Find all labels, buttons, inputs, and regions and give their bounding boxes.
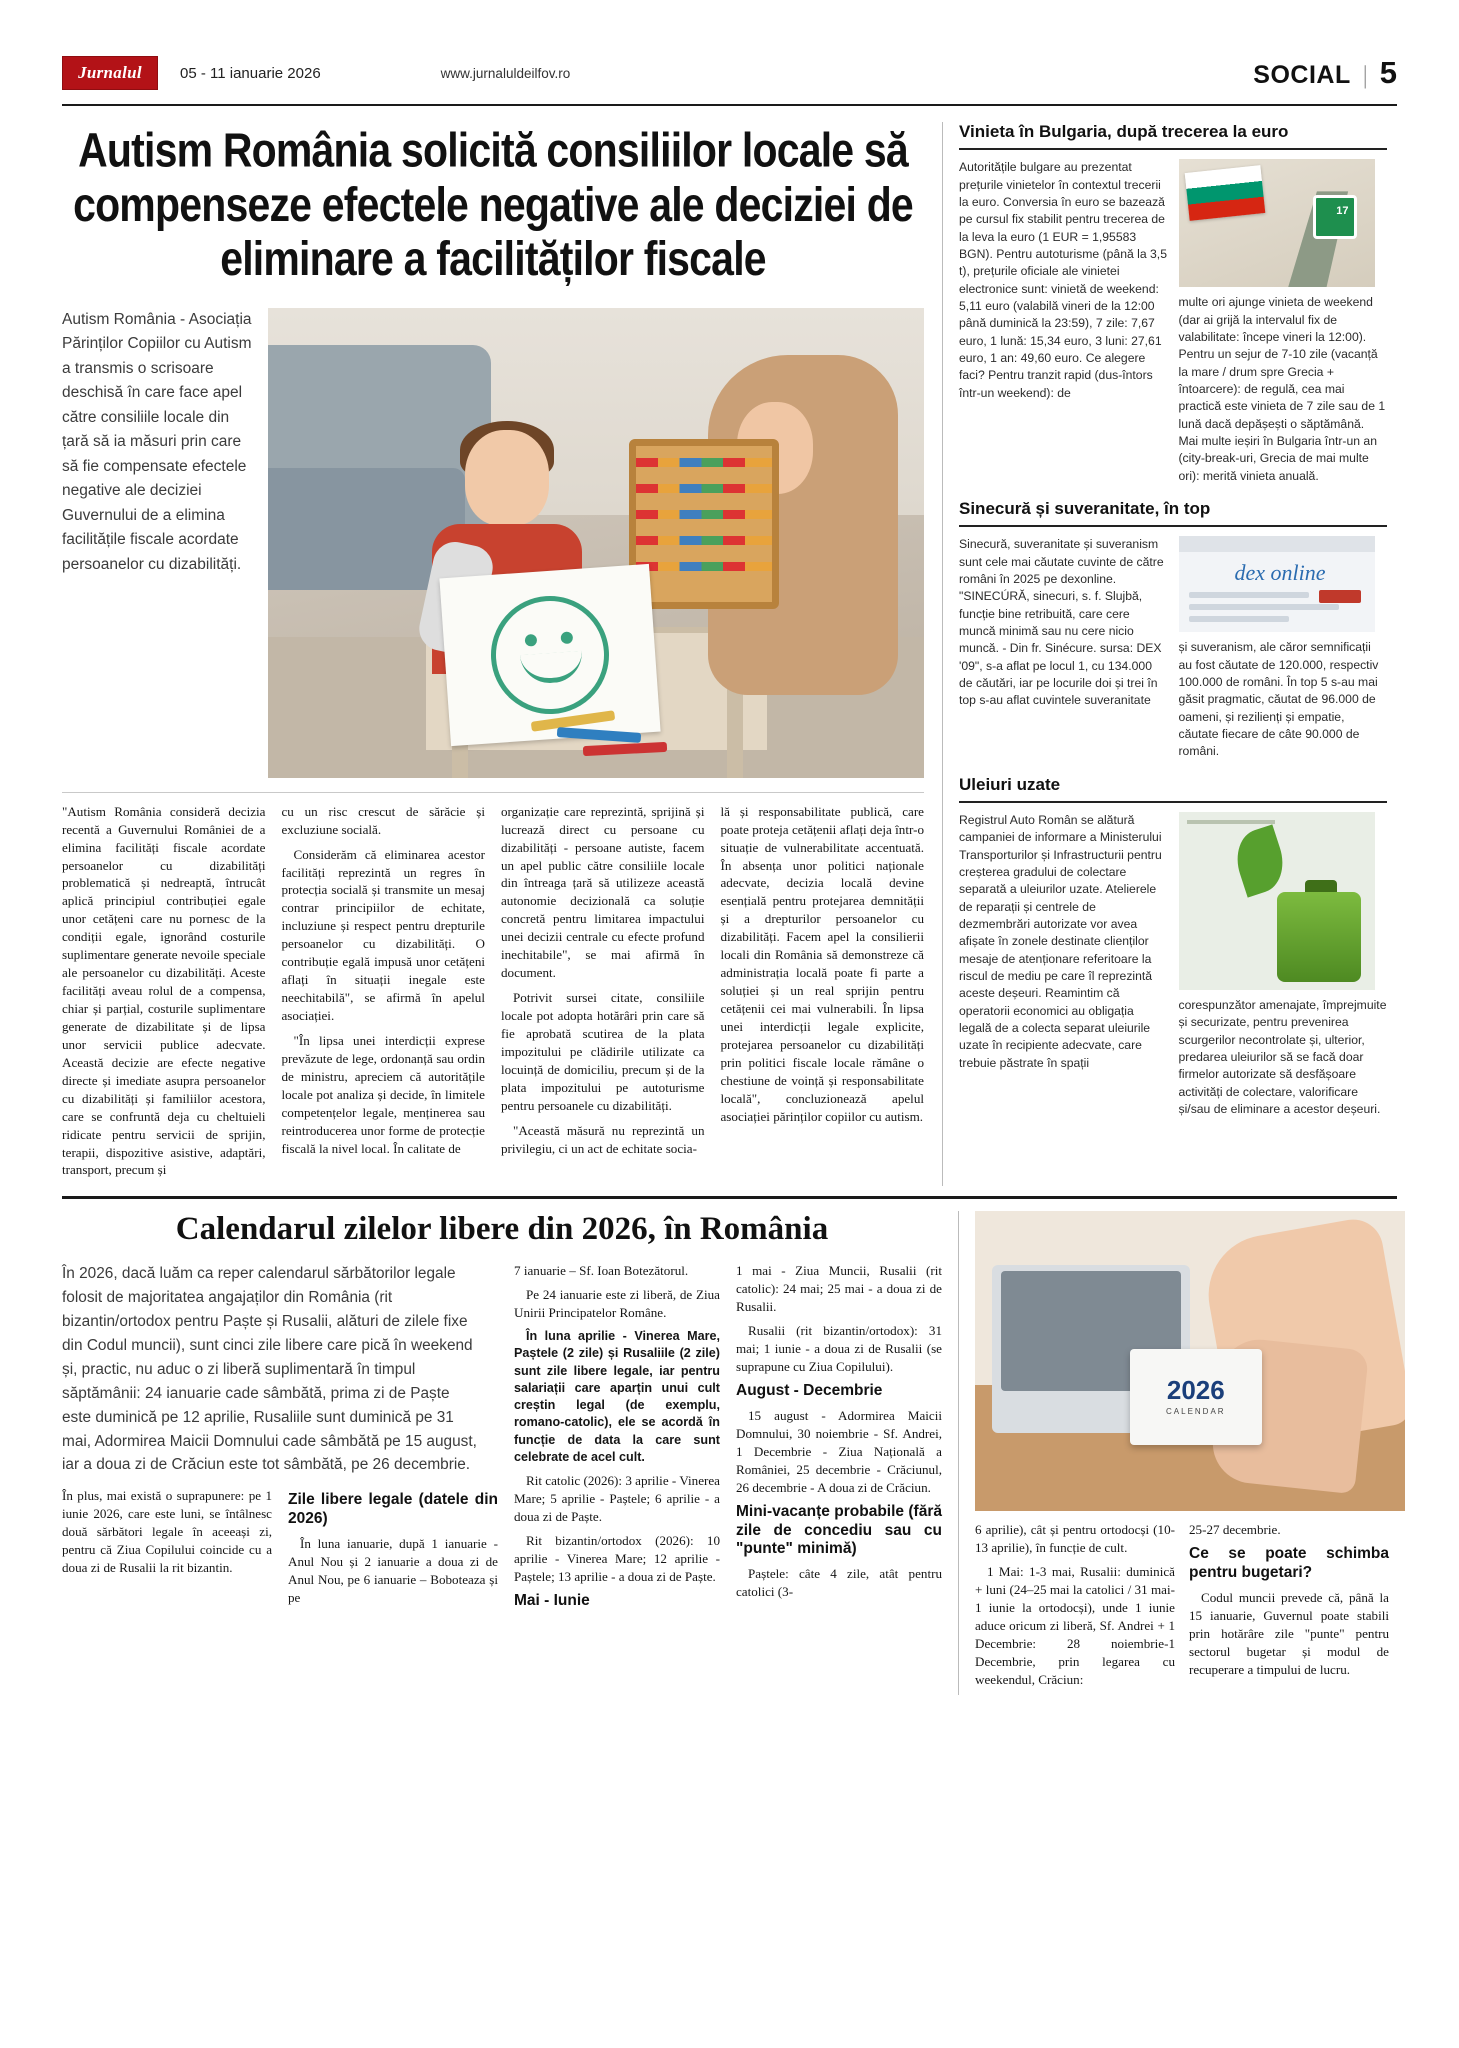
separator: |: [1362, 62, 1368, 89]
abacus-row: [636, 458, 772, 467]
bottom-subheading: Ce se poate schimba pentru bugetari?: [1189, 1545, 1389, 1582]
paragraph: Rit bizantin/ortodox (2026): 10 aprilie - Vinerea Mare; 12 aprilie - Paștele; 13 aprilie - a doua zi de Paște.: [514, 1533, 720, 1584]
abacus-row: [636, 562, 772, 571]
bulgaria-flag-icon: [1184, 166, 1265, 222]
article-body: [62, 792, 924, 1187]
calendar-spiral: [1130, 1343, 1262, 1353]
rail-text-col-2: și suveranism, ale căror semnificații au fost căutate de 120.000, respectiv 100.000 de români. În top 5 s-au mai găsit pragmatic, căutat de 96.000 de oameni, și rezilienți și empatie, căutate fiecare de câte 90.000 de români.: [1178, 640, 1379, 759]
paragraph: În plus, mai există o suprapunere: pe 1 iunie 2026, care este luni, se întâlnesc două sărbători legale în aceeași zi, pentru că Ziua Copilului coincide cu a doua zi de Rusalii la rit bizantin.: [62, 1488, 272, 1576]
masthead-right: [1253, 55, 1397, 91]
image-text-line: [1187, 820, 1275, 824]
calendar-photo: [975, 1211, 1405, 1511]
paragraph: 6 aprilie), cât și pentru ortodocși (10-13 aprilie), în funcție de cult.: [975, 1522, 1175, 1556]
paragraph: 15 august - Adormirea Maicii Domnului, 30 noiembrie - Sf. Andrei, 1 Decembrie - Ziua Națională a României, 25 decembrie - Crăciunul, 26 decembrie - A doua zi de Crăciun.: [736, 1407, 942, 1495]
paragraph: "Autism România consideră decizia recentă a Guvernului României de a elimina facilități fiscale acordate persoanelor cu dizabilități problematică și nedreaptă, întrucât aplică principiul contribuției egale unor cetățeni care nu pornesc de la condiții egale, ignorând costurile suplimentare generate nevoile speciale ale persoanelor cu dizabilități. Aceste facilități aveau rolul de a compensa, chiar și parțial, costurile suplimentare generate de dizabilitate și de lipsa unor servicii publice adecvate. Această decizie are efecte negative directe și imediate asupra persoanelor cu dizabilități și familiilor acestora, care se confruntă deja cu cheltuieli ridicate pentru servicii de sprijin, terapii, dispozitive asistive, adaptări, transport, precum și: [62, 803, 266, 1178]
page-number: 5: [1379, 55, 1397, 90]
paragraph: În luna ianuarie, după 1 ianuarie - Anul Nou și 2 ianuarie a doua zi de Anul Nou, pe 6 ianuarie – Boboteaza și pe: [288, 1536, 498, 1605]
leaf-icon: [1228, 824, 1291, 897]
dexonline-screenshot: [1179, 536, 1375, 632]
bottom-headline: Calendarul zilelor libere din 2026, în România: [175, 1211, 829, 1248]
rail-item-uleiuri: [959, 775, 1387, 1119]
paragraph: Rusalii (rit bizantin/ortodox): 31 mai; 1 iunie - a doua zi de Rusalii (se suprapune cu Ziua Copilului).: [736, 1323, 942, 1375]
paragraph: Paștele: câte 4 zile, atât pentru catolici (3-: [736, 1566, 942, 1600]
rail-title: Vinieta în Bulgaria, după trecerea la euro: [959, 122, 1387, 150]
paragraph: Potrivit sursei citate, consiliile locale pot adopta hotărâri prin care să fie aprobată scutirea de la plata impozitului pe clădirile utilizate ca locuință de domiciliu, precum și de la plata impozitului pe autoturisme pentru persoanele cu dizabilități.: [501, 990, 705, 1113]
bottom-col-6: [1189, 1521, 1389, 1694]
bottom-article: [62, 1196, 1397, 1694]
bottom-right-column: [958, 1211, 1403, 1694]
smiley-eye-left: [525, 634, 538, 647]
main-column: [62, 122, 942, 1186]
bottom-subheading: Zile libere legale (datele din 2026): [288, 1491, 498, 1528]
action-button: [1319, 590, 1361, 603]
paragraph: lă și responsabilitate publică, care poate proteja cetățenii aflați deja într-o situație de vulnerabilitate accentuată. În absența unor politici naționale adecvate, decizia locală devine esențială pentru protejarea demnității și a drepturilor persoanelor cu dizabilități. Facem apel la consilierii locali din România să demonstreze că administrația locală poate fi parte a soluției și un real sprijin pentru cetățenii cei mai vulnerabili. În lipsa unei interdicții legale explicite, protejarea persoanelor cu dizabilități prin politici fiscale locale rămâne o chestiune de voință și responsabilitate locală", concluzionează apelul asociației părinților copiilor cu autism.: [720, 803, 924, 1124]
rail-right-col: [1179, 159, 1388, 485]
article-photo: [268, 308, 924, 778]
abacus-row: [636, 510, 772, 519]
bottom-subheading: August - Decembrie: [736, 1382, 883, 1400]
paragraph: 1 mai - Ziua Muncii, Rusalii (rit catolic): 24 mai; 25 mai - a doua zi de Rusalii.: [736, 1263, 942, 1315]
section-name: SOCIAL: [1253, 61, 1351, 89]
article-headline: Autism România solicită consiliilor locale să compenseze efectele negative ale deciziei de eliminare a facilităților fiscale: [73, 122, 913, 286]
rail-text-col-1: Registrul Auto Român se alătură campaniei de informare a Ministerului Transporturilor și Infrastructurii pentru creșterea gradului de colectare separată a uleiurilor uzate. Atelierele de reparații și centrele de dezmembrări autorizate vor avea afișate în zonele destinate clienților mesaje de atenționare referitoare la riscul de mediu pe care îl reprezintă aceste deșeuri. Reamintim că operatorii economici au obligația legală de a colecta separat uleiurile uzate în recipiente adecvate, care trebuie păstrate în spații: [959, 813, 1162, 1070]
issue-date: 05 - 11 ianuarie 2026: [180, 64, 321, 82]
bottom-subheading: Mai - Iunie: [514, 1591, 590, 1609]
rail-title: Sinecură și suveranitate, în top: [959, 499, 1387, 527]
bottom-col-2: [288, 1487, 498, 1613]
bottom-subheading: Mini-vacanțe probabile (fără zile de concediu sau cu "punte" minimă): [736, 1502, 942, 1558]
rail-text-col-1: Sinecură, suveranitate și suveranism sunt cele mai căutate cuvinte de către români în 2025 pe dexonline. "SINECÚRĂ, sinecuri, s. f. Slujbă, funcție bine retribuită, care cere muncă minimă sau nu cere nicio muncă. - Din fr. Sinécure. sursa: DEX '09", s-a aflat pe locul 1, cu 134.000 de căutări, iar pe locurile doi și trei în top s-au aflat cuvintele suveranitate: [959, 537, 1164, 708]
bottom-col-1: [62, 1487, 272, 1613]
photo-boy-head: [465, 430, 549, 526]
sidebar-rail: [942, 122, 1387, 1186]
rail-item-sinecura: [959, 499, 1387, 761]
rail-body: [959, 536, 1387, 760]
rail-body: [959, 812, 1387, 1118]
bottom-col-4: [736, 1262, 942, 1616]
rail-text-col-2: corespunzător amenajate, împrejmuite și securizate, pentru prevenirea scurgerilor necontrolate și, ulterior, predarea uleiurilor să se facă doar firmelor autorizate să desfășoare activități de colectare, valorificare și/sau de eliminare a acestor deșeuri.: [1178, 998, 1387, 1117]
bottom-lead-wrap: [62, 1262, 498, 1616]
bottom-subcolumns: [62, 1487, 498, 1613]
bottom-col-5: [975, 1521, 1175, 1694]
paragraph: Considerăm că eliminarea acestor facilități reprezintă un regres în protecția socială și transmite un mesaj contrar principiilor de echitate, incluziune și respect pentru drepturile persoanelor cu dizabilități. O contribuție egală impusă unor cetățeni aflați în situații inegale este neechitabilă", se afirmă în apelul asociației.: [281, 846, 485, 1024]
paragraph: "Această măsură nu reprezintă un privilegiu, ci un act de echitate socia-: [501, 1122, 705, 1156]
paragraph: Codul muncii prevede că, până la 15 ianuarie, Guvernul poate stabili prin hotărâre zile "punte" pentru sectorul bugetar și modul de recuperare a timpului de lucru.: [1189, 1590, 1389, 1677]
used-oil-image: [1179, 812, 1375, 990]
rail-title: Uleiuri uzate: [959, 775, 1387, 803]
lead-row: [62, 308, 924, 778]
bottom-right-columns: [975, 1521, 1403, 1694]
body-column-4: [721, 803, 925, 1187]
paragraph-bold-lead: În luna aprilie - Vinerea Mare, Paștele (2 zile) și Rusaliile (2 zile) sunt zile libere legale, iar pentru salariații care aparțin unui cult creștin legal (de exemplu, romano-catolic), ele se acordă în funcție de data la care sunt celebrate de acel cult.: [514, 1329, 720, 1464]
publication-logo: Jurnalul: [62, 56, 158, 90]
dex-online-logo: dex online: [1234, 560, 1326, 586]
article-lead: Autism România - Asociația Părinților Copiilor cu Autism a transmis o scrisoare deschisă în care face apel către consiliile locale din țară să ia măsuri prin care să fie compensate efectele negative ale deciziei Guvernului de a elimina facilitățile fiscale acordate persoanelor cu dizabilități.: [62, 310, 252, 573]
calendar-label: CALENDAR: [1166, 1407, 1226, 1417]
smiley-eye-right: [561, 631, 574, 644]
road-sign-icon: [1313, 195, 1357, 239]
bottom-left-column: [62, 1211, 942, 1694]
bottom-row: [62, 1211, 1397, 1694]
page-content: [62, 122, 1397, 1186]
road-sign-label: 17: [1336, 205, 1349, 218]
rail-text-col-1: Autoritățile bulgare au prezentat prețurile vinietelor în contextul trecerii la euro. Conversia în euro se bazează pe cursul fix stabilit pentru trecerea de la leva la euro (1 EUR = 1,95583 BGN). Pentru autoturisme (până la 3,5 t), prețurile oficiale ale vinietei electronice sunt: vinietă de weekend: 5,11 euro (valabilă vineri de la 12:00 până duminică la 23:59), 7 zile: 7,67 euro, 1 lună: 15,34 euro, 3 luni: 27,61 euro, 1 an: 49,60 euro. Ce alegere faci? Pentru tranzit rapid (dus-întors într-un weekend): de: [959, 160, 1167, 400]
paragraph: "În lipsa unei interdicții exprese prevăzute de lege, ordonanță sau ordin de ministru, apreciem că autoritățile locale pot analiza și decide, în limitele competențelor legale, menținerea sau reintroducerea unor forme de protecție fiscală la nivel local. În calitate de: [281, 1032, 485, 1156]
calendar-year: 2026: [1166, 1375, 1225, 1406]
rail-right-col: [1179, 536, 1388, 760]
paragraph: 25-27 decembrie.: [1189, 1522, 1281, 1538]
paragraph: Rit catolic (2026): 3 aprilie - Vinerea Mare; 5 aprilie - Paștele; 6 aprilie - a doua zi de Paște.: [514, 1473, 720, 1525]
website-url: www.jurnaluldeilfov.ro: [440, 65, 571, 81]
abacus-row: [636, 536, 772, 545]
text-line: [1189, 592, 1309, 598]
text-line: [1189, 616, 1289, 622]
abacus-row: [636, 484, 772, 493]
bottom-columns: [62, 1262, 942, 1616]
smiley-mouth: [520, 651, 584, 685]
rail-body: [959, 159, 1387, 485]
bulgaria-vignette-image: [1179, 159, 1375, 287]
desk-calendar: [1130, 1349, 1262, 1445]
photo-abacus: [629, 439, 779, 609]
body-column-1: [62, 803, 266, 1187]
masthead: [62, 52, 1397, 106]
body-column-3: [501, 803, 705, 1187]
bottom-col-3: [514, 1262, 720, 1616]
paragraph: 7 ianuarie – Sf. Ioan Botezătorul.: [514, 1263, 689, 1279]
bottom-lead: În 2026, dacă luăm ca reper calendarul sărbătorilor legale folosit de majoritatea angajaților din România (rit bizantin/ortodox pentru Paște și Rusalii, alături de zilele fixe din Codul muncii), sunt cinci zile libere care pică în weekend și, practic, nu aduc o zi liberă suplimentară în timpul săptămânii: 24 ianuarie cade sâmbătă, prima zi de Paște este duminică pe 12 aprilie, Rusaliile sunt duminică pe 31 mai, Adormirea Maicii Domnului cade sâmbătă pe 15 august, iar a doua zi de Crăciun este tot sâmbătă, pe 26 decembrie.: [62, 1265, 477, 1474]
smiley-face-drawing: [487, 592, 613, 718]
paragraph: organizație care reprezintă, sprijină și lucrează direct cu persoane cu dizabilități - persoane autiste, facem un apel public către consiliile locale din întreaga țară să utilizeze această autonomie decizională ca soluție concretă pentru limitarea impactului unei decizii centrale cu efecte profund inechitabile", se mai afirmă în document.: [501, 803, 705, 981]
oil-can: [1277, 892, 1361, 982]
rail-item-vinieta: [959, 122, 1387, 485]
rail-right-col: [1179, 812, 1388, 1118]
browser-bar: [1179, 536, 1375, 552]
paragraph: 1 Mai: 1-3 mai, Rusalii: duminică + luni (24–25 mai la catolici / 31 mai-1 iunie la ortodocși), unde 1 iunie aduce oricum zi liberă, Sf. Andrei + 1 Decembrie: 28 noiembrie-1 Decembrie, prin legarea cu weekendul, Crăciun:: [975, 1564, 1175, 1687]
paragraph: Pe 24 ianuarie este zi liberă, de Ziua Unirii Principatelor Române.: [514, 1287, 720, 1321]
paragraph: cu un risc crescut de sărăcie și excluziune socială.: [281, 803, 485, 837]
text-line: [1189, 604, 1339, 610]
rail-text-col-2: multe ori ajunge vinieta de weekend (dar ai grijă la intervalul fix de valabilitate: începe vineri la 12:00). Pentru un sejur de 7-10 zile (vacanță la mare / drum spre Grecia + întoarcere): de regulă, cea mai practică este vinieta de 7 zile sau de 1 lună dacă depășești o săptămână. Mai multe ieșiri în Bulgaria într-un an (city-break-uri, Grecia de mai multe ori): merită vinieta anuală.: [1178, 295, 1386, 483]
body-column-2: [282, 803, 486, 1187]
